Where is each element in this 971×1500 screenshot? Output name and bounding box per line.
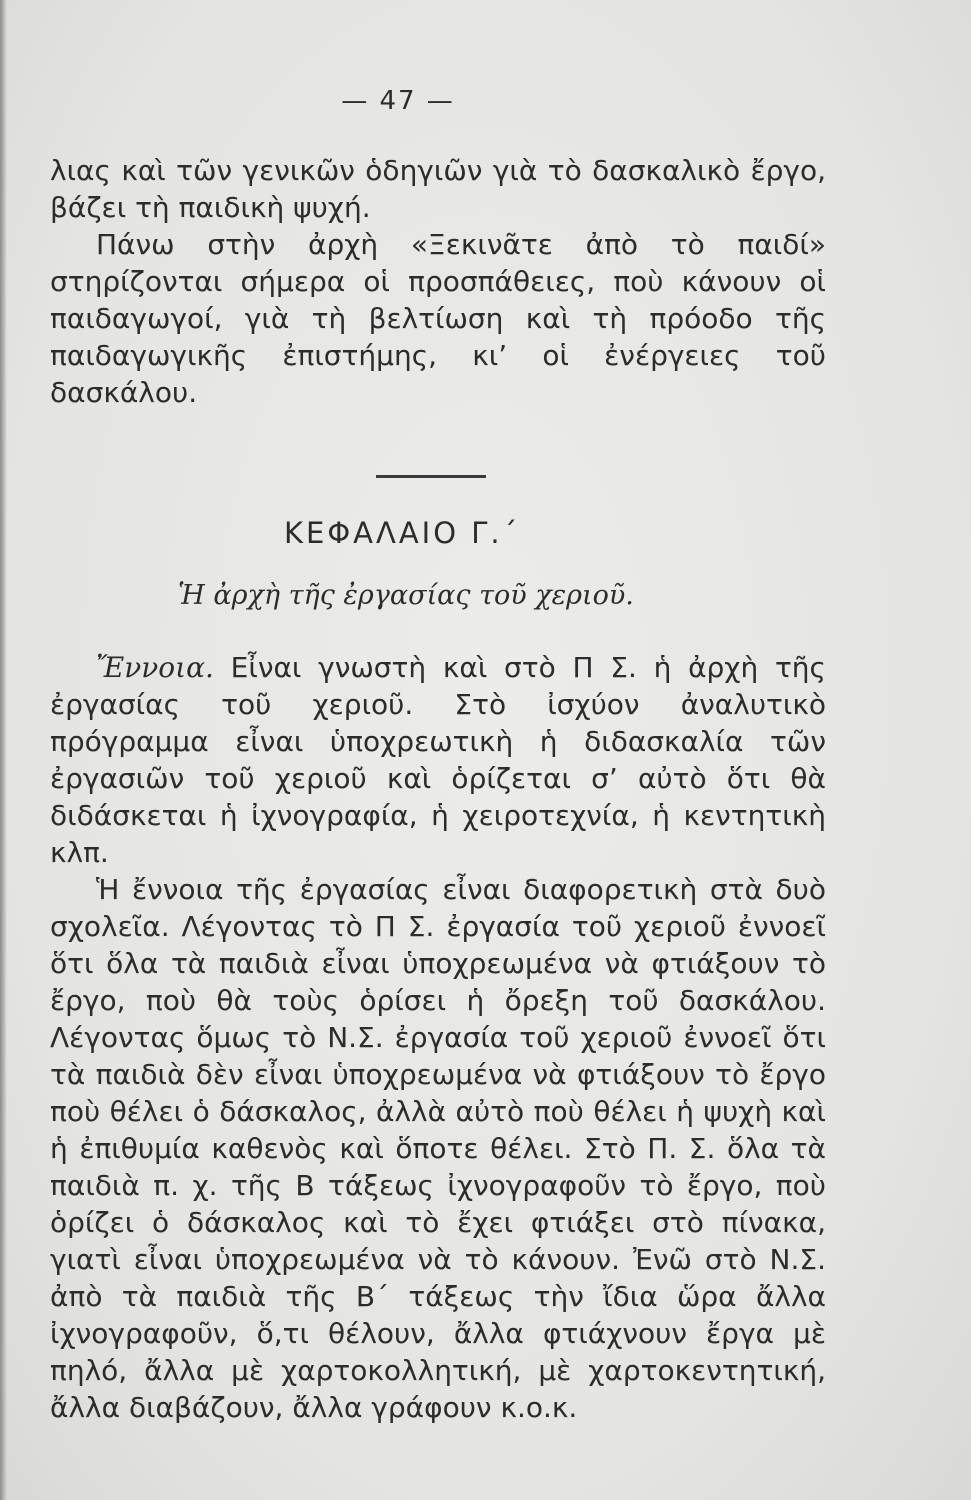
definition-paragraph <box>50 649 826 871</box>
definition-term: Ἔννοια. <box>96 651 214 684</box>
intro-paragraph: Πάνω στὴν ἀρχὴ «Ξεκινᾶτε ἀπὸ τὸ παιδί» στηρίζονται σήμερα οἱ προσπάθειες, ποὺ κάνουν οἱ παιδαγωγοί, γιὰ τὴ βελτίωση καὶ τὴ πρόοδο τῆς παιδαγωγικῆς ἐπιστήμης, κι’ οἱ ἐνέργειες τοῦ δασκάλου. <box>50 228 826 409</box>
section-divider <box>376 475 486 478</box>
chapter-heading: ΚΕΦΑΛΑΙΟ Γ.΄ <box>284 516 521 550</box>
chapter-body <box>50 649 826 1426</box>
text-column <box>50 86 826 1426</box>
definition-text: Εἶναι γνωστὴ καὶ στὸ Π Σ. ἡ ἀρχὴ τῆς ἐργασίας τοῦ χεριοῦ. Στὸ ἰσχύον ἀναλυτικὸ πρόγραμμα εἶναι ὑποχρεωτικὴ ἡ διδασκαλία τῶν ἐργασιῶν τοῦ χεριοῦ καὶ ὁρίζεται σ’ αὐτὸ ὅτι θὰ διδάσκεται ἡ ἰχνογραφία, ἡ χειροτεχνία, ἡ κεντητικὴ κλπ. <box>50 651 826 869</box>
comparison-paragraph: Ἡ ἔννοια τῆς ἐργασίας εἶναι διαφορετικὴ στὰ δυὸ σχολεῖα. Λέγοντας τὸ Π Σ. ἐργασία τοῦ χεριοῦ ἐννοεῖ ὅτι ὅλα τὰ παιδιὰ εἶναι ὑποχρεωμένα νὰ φτιάξουν τὸ ἔργο, ποὺ θὰ τοὺς ὁρίσει ἡ ὄρεξη τοῦ δασκάλου. Λέγοντας ὅμως τὸ Ν.Σ. ἐργασία τοῦ χεριοῦ ἐννοεῖ ὅτι τὰ παιδιὰ δὲν εἶναι ὑποχρεωμένα νὰ φτιάξουν τὸ ἔργο ποὺ θέλει ὁ δάσκαλος, ἀλλὰ αὐτὸ ποὺ θέλει ἡ ψυχὴ καὶ ἡ ἐπιθυμία καθενὸς καὶ ὅποτε θέλει. Στὸ Π. Σ. ὅλα τὰ παιδιὰ π. χ. τῆς Β τάξεως ἰχνογραφοῦν τὸ ἔργο, ποὺ ὁρίζει ὁ δάσκαλος καὶ τὸ ἔχει φτιάξει στὸ πίνακα, γιατὶ εἶναι ὑποχρεωμένα νὰ τὸ κάνουν. Ἐνῶ στὸ Ν.Σ. ἀπὸ τὰ παιδιὰ τῆς Β΄ τάξεως τὴν ἴδια ὥρα ἄλλα ἰχνογραφοῦν, ὅ,τι θέλουν, ἄλλα φτιάχνουν ἔργα μὲ πηλό, ἄλλα μὲ χαρτοκολλητική, μὲ χαρτοκεντητική, ἄλλα διαβάζουν, ἄλλα γράφουν κ.ο.κ. <box>50 873 826 1424</box>
page-binding-edge <box>0 0 7 1500</box>
continued-paragraph: λιας καὶ τῶν γενικῶν ὁδηγιῶν γιὰ τὸ δασκαλικὸ ἔργο, βάζει τὴ παιδικὴ ψυχή. <box>50 154 826 224</box>
chapter-subtitle: Ἡ ἀρχὴ τῆς ἐργασίας τοῦ χεριοῦ. <box>178 580 634 611</box>
page-number: — 47 — <box>341 86 455 116</box>
